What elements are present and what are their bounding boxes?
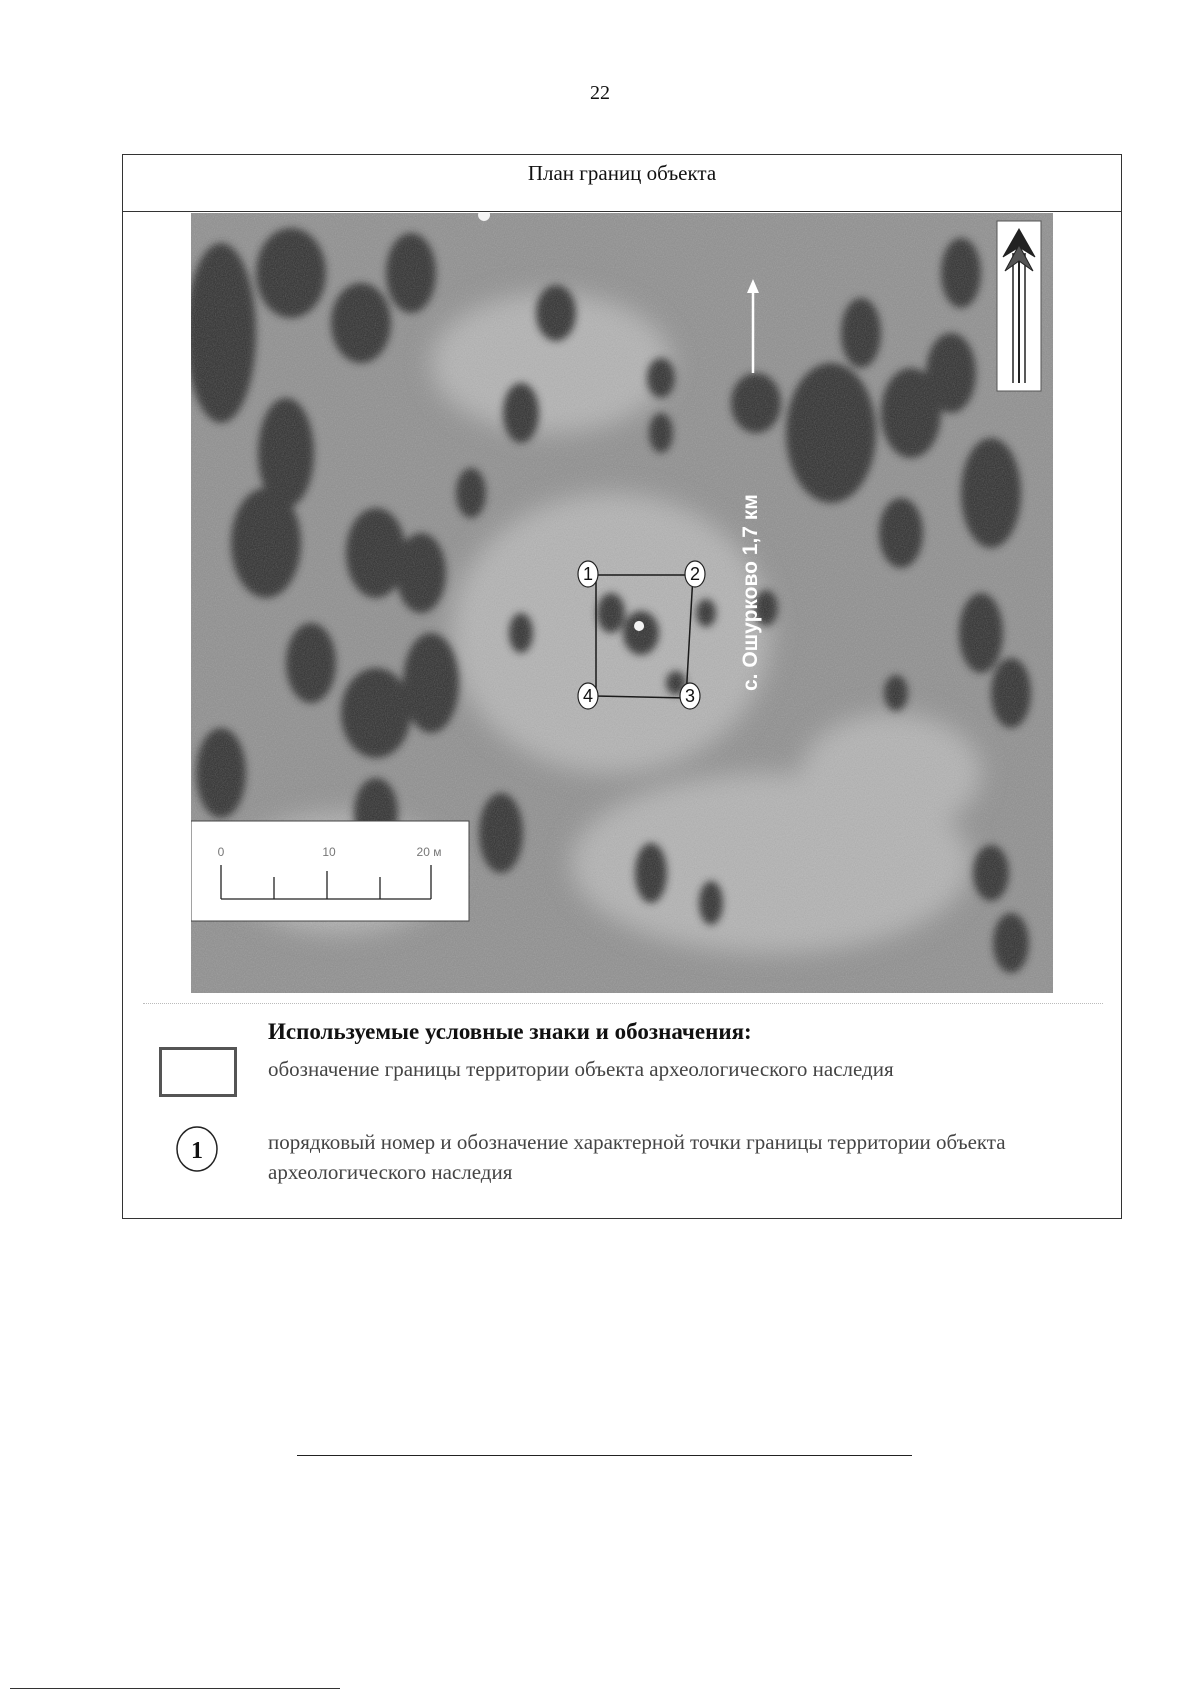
boundary-point-2-label: 2 — [689, 564, 701, 584]
boundary-point-4-label: 4 — [582, 686, 594, 706]
boundary-point-1 — [578, 561, 598, 587]
scale-bar — [191, 821, 469, 921]
bottom-rule — [10, 1688, 340, 1689]
satellite-map — [191, 213, 1053, 993]
scale-tick-0: 0 — [217, 845, 225, 859]
boundary-point-2 — [685, 561, 705, 587]
boundary-rectangle-icon — [159, 1047, 237, 1097]
boundary-plan-frame — [122, 154, 1122, 1219]
legend-item-boundary-text: обозначение границы территории объекта археологического наследия — [268, 1057, 894, 1081]
boundary-point-4 — [578, 683, 598, 709]
boundary-point-3-label: 3 — [684, 686, 696, 706]
scale-tick-20: 20 м — [416, 845, 442, 859]
boundary-point-1-label: 1 — [582, 564, 594, 584]
direction-label: с. Ошурково 1,7 км — [739, 494, 762, 691]
point-number-symbol: 1 — [191, 1138, 203, 1164]
frame-title-row — [123, 155, 1121, 212]
frame-title: План границ объекта — [527, 161, 717, 185]
boundary-point-3 — [680, 683, 700, 709]
page-number: 22 — [590, 82, 610, 104]
legend-heading: Используемые условные знаки и обозначения: — [268, 1019, 752, 1044]
legend-item-point-text: порядковый номер и обозначение характерной точки границы территории объекта археологического наследия — [268, 1130, 1006, 1184]
footer-rule — [297, 1455, 912, 1456]
north-arrow — [997, 221, 1041, 391]
map-svg — [191, 213, 1053, 993]
scale-tick-10: 10 — [322, 845, 336, 859]
point-number-icon — [175, 1125, 219, 1173]
separator-dotted-line — [143, 1003, 1103, 1004]
